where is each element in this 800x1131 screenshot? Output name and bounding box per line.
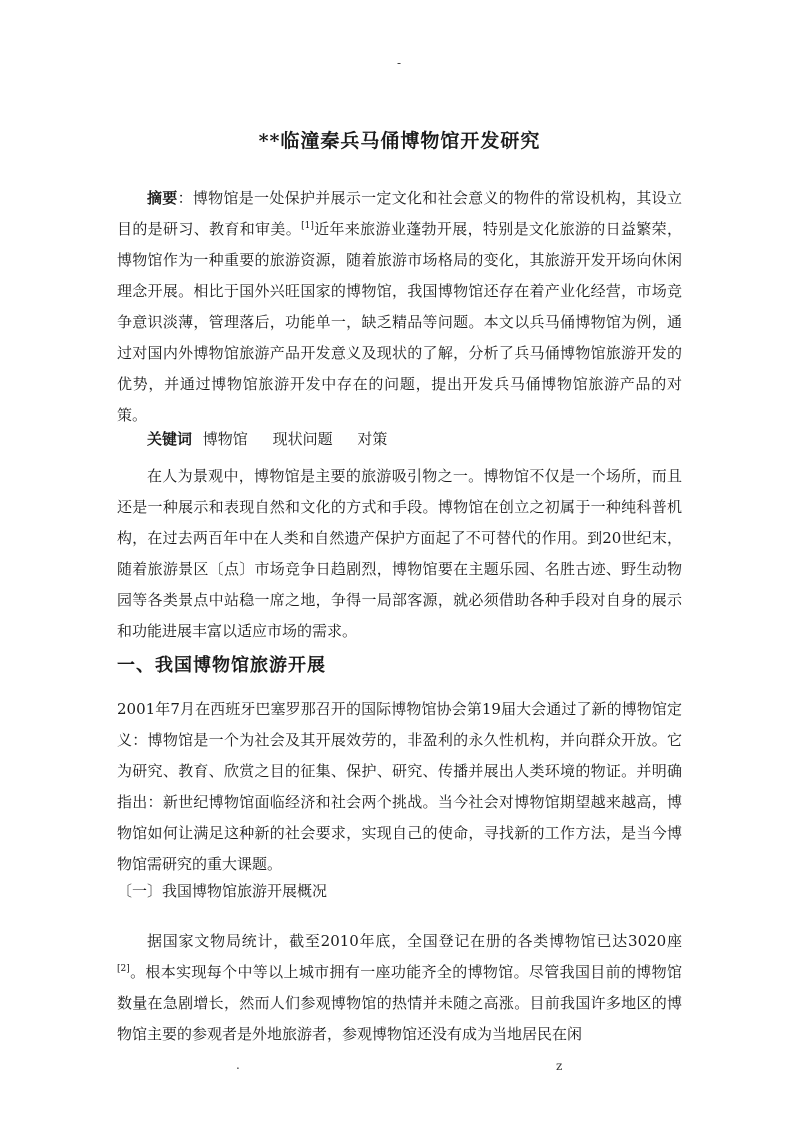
keyword-item: 现状问题 [272,430,333,448]
subsection-heading: 〔一〕我国博物馆旅游开展概况 [117,882,328,900]
page-bottom-left-mark: . [236,1058,240,1072]
document-title: **临潼秦兵马俑博物馆开发研究 [258,130,541,152]
page-bottom-right-mark: z [556,1059,563,1073]
intro-paragraph: 在人为景观中，博物馆是主要的旅游吸引物之一。博物馆不仅是一个场所，而且还是一种展示和表现自然和文化的方式和手段。博物馆在创立之初属于一种纯科普机构，在过去两百年中在人类和自然遗产保护方面起了不可替代的作用。到20世纪末，随着旅游景区〔点〕市场竞争日趋剧烈，博物馆要在主题乐园、名胜古迹、野生动物园等各类景点中站稳一席之地，争得一局部客源，就必须借助各种手段对自身的展示和功能进展丰富以适应市场的需求。 [117,467,682,640]
subsection-paragraph [117,926,682,1050]
section-heading: 一、我国博物馆旅游开展 [117,655,326,676]
keyword-item: 对策 [357,430,388,448]
abstract-paragraph [117,183,682,431]
page-top-mark: - [397,56,402,70]
citation-1: [1] [301,221,314,231]
abstract-text-2: 近年来旅游业蓬勃开展，特别是文化旅游的日益繁荣，博物馆作为一种重要的旅游资源，随着旅游市场格局的变化，其旅游开发开场向休闲理念开展。相比于国外兴旺国家的博物馆，我国博物馆还存在着产业化经营，市场竞争意识淡薄，管理落后，功能单一，缺乏精品等问题。本文以兵马俑博物馆为例，通过对国内外博物馆旅游产品开发意义及现状的了解，分析了兵马俑博物馆旅游开发的优势，并通过博物馆旅游开发中存在的问题，提出开发兵马俑博物馆旅游产品的对策。 [117,220,682,424]
keywords-line [147,428,387,449]
subsection-text-1: 据国家文物局统计，截至2010年底，全国登记在册的各类博物馆已达3020座 [147,932,682,950]
keyword-item: 博物馆 [202,430,248,448]
section-paragraph: 2001年7月在西班牙巴塞罗那召开的国际博物馆协会第19届大会通过了新的博物馆定义：博物馆是一个为社会及其开展效劳的，非盈利的永久性机构，并向群众开放。它为研究、教育、欣赏之目的征集、保护、研究、传播并展出人类环境的物证。并明确指出：新世纪博物馆面临经济和社会两个挑战。当今社会对博物馆期望越来越高，博物馆如何让满足这种新的社会要求，实现自己的使命，寻找新的工作方法，是当今博物馆需研究的重大课题。 [117,700,682,873]
subsection-text-2: 。根本实现每个中等以上城市拥有一座功能齐全的博物馆。尽管我国目前的博物馆数量在急剧增长，然而人们参观博物馆的热情并未随之高涨。目前我国许多地区的博物馆主要的参观者是外地旅游者，参观博物馆还没有成为当地居民在闲 [117,963,682,1043]
keywords-label: 关键词 [147,430,193,448]
citation-2: [2] [117,964,130,974]
abstract-text-1: ：博物馆是一处保护并展示一定文化和社会意义的物件的常设机构，其设立目的是研习、教育和审美。 [117,189,682,238]
abstract-label: 摘要 [147,189,178,207]
